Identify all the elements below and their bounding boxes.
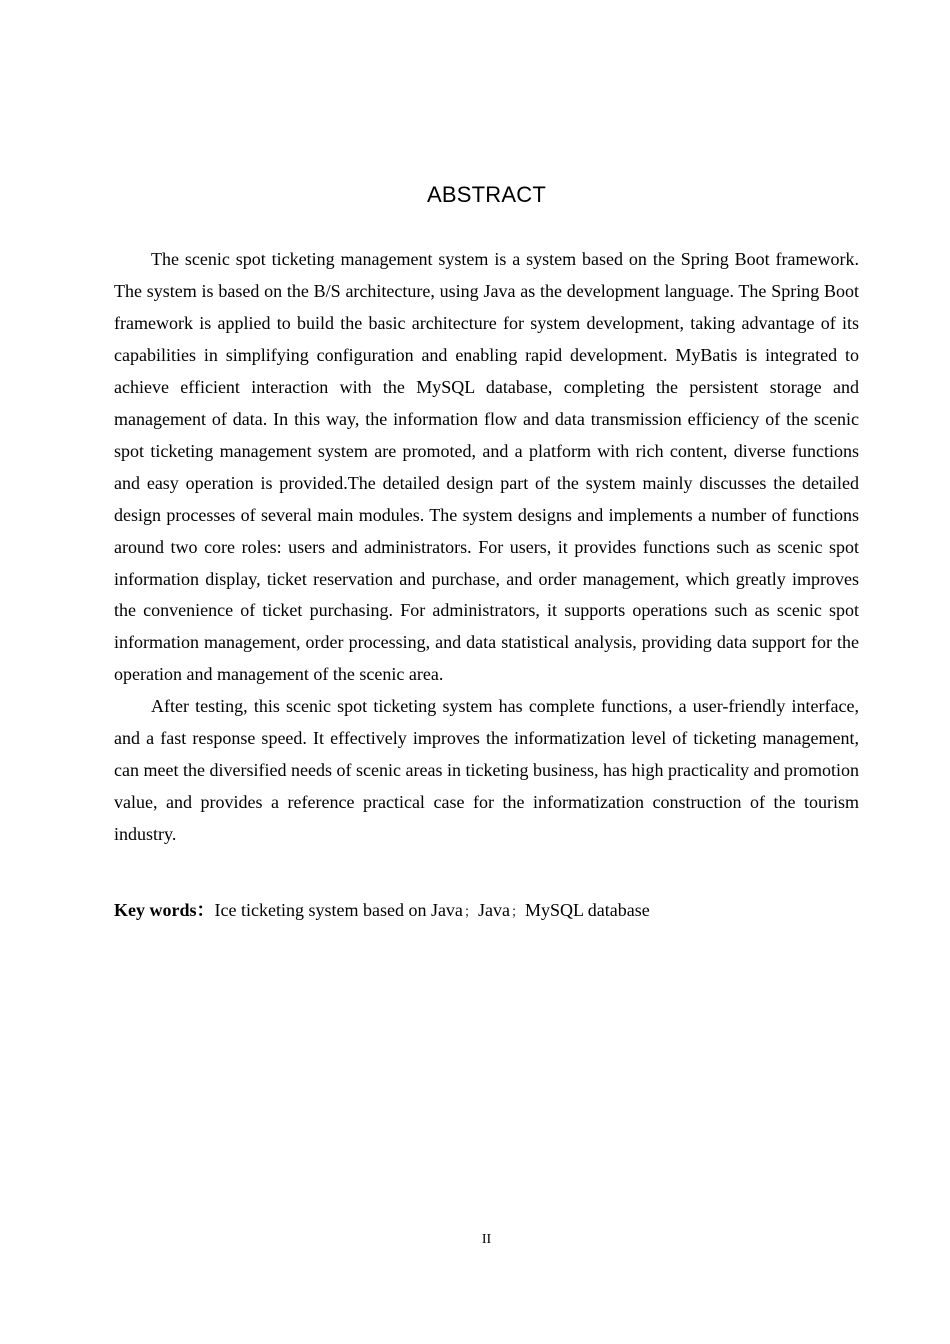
keyword-separator: ； — [463, 904, 477, 919]
abstract-paragraph-1: The scenic spot ticketing management system is a system based on the Spring Boot framework. The system is based on the B/S architecture, using Java as the development language. The Spring Boot framework is applied to build the basic architecture for system development, taking advantage of its capabilities in simplifying configuration and enabling rapid development. MyBatis is integrated to achieve efficient interaction with the MySQL database, completing the persistent storage and management of data. In this way, the information flow and data transmission efficiency of the scenic spot ticketing management system are promoted, and a platform with rich content, diverse functions and easy operation is provided.The detailed design part of the system mainly discusses the detailed design processes of several main modules. The system designs and implements a number of functions around two core roles: users and administrators. For users, it provides functions such as scenic spot information display, ticket reservation and purchase, and order management, which greatly improves the convenience of ticket purchasing. For administrators, it supports operations such as scenic spot information management, order processing, and data statistical analysis, providing data support for the operation and management of the scenic area. — [114, 249, 859, 685]
keyword-item-3: MySQL database — [524, 900, 650, 920]
keyword-item-2: Java — [477, 900, 510, 920]
abstract-title: ABSTRACT — [427, 182, 546, 207]
keyword-separator: ； — [510, 904, 524, 919]
abstract-body — [114, 244, 859, 851]
keywords-label: Key words： — [114, 900, 215, 920]
keyword-item-1: Ice ticketing system based on Java — [214, 900, 463, 920]
abstract-paragraph-2: After testing, this scenic spot ticketing system has complete functions, a user-friendly interface, and a fast response speed. It effectively improves the informatization level of ticketing management, can meet the diversified needs of scenic areas in ticketing business, has high practicality and promotion value, and provides a reference practical case for the informatization construction of the tourism industry. — [114, 696, 859, 845]
page-number: II — [481, 1232, 492, 1247]
keywords-line — [114, 895, 859, 927]
